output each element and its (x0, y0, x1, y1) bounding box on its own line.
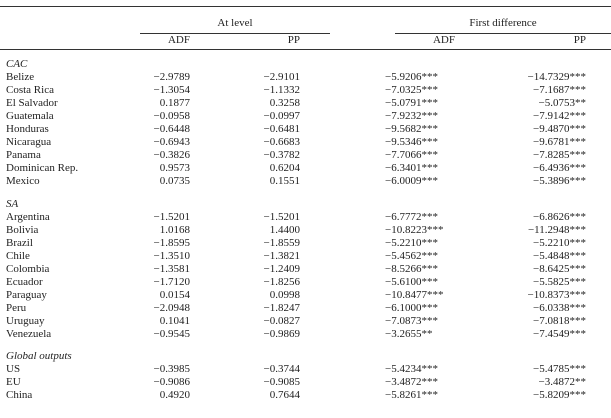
row-country: Dominican Rep. (6, 162, 79, 175)
cell-adf-diff: −6.0009*** (385, 175, 438, 188)
row-country: Ecuador (6, 275, 43, 288)
cell-adf-level: −0.9545 (153, 328, 190, 340)
cell-pp-level: 0.7644 (269, 389, 300, 402)
row-country: Costa Rica (6, 84, 54, 97)
cell-pp-level: −2.9101 (263, 71, 300, 84)
row-country: Mexico (6, 175, 40, 188)
header-pp-diff: PP (573, 34, 586, 46)
cell-pp-diff: −7.4549*** (533, 328, 586, 340)
cell-adf-diff: −10.8223*** (385, 223, 444, 236)
cell-adf-level: −0.3985 (153, 363, 190, 376)
cell-adf-level: −1.3054 (153, 84, 190, 97)
row-country: US (6, 363, 21, 376)
row-country: El Salvador (6, 97, 58, 110)
cell-adf-diff: −5.4562*** (385, 249, 438, 262)
cell-pp-diff: −7.8285*** (533, 149, 586, 162)
header-adf-level: ADF (167, 34, 190, 46)
cell-adf-diff: −7.7066*** (385, 149, 438, 162)
cell-pp-level: −0.0827 (263, 314, 300, 327)
cell-adf-diff: −9.5682*** (385, 123, 438, 136)
cell-pp-diff: −7.9142*** (533, 110, 586, 123)
cell-adf-diff: −6.3401*** (385, 162, 438, 175)
cell-adf-diff: −6.1000*** (385, 301, 438, 314)
cell-adf-level: −0.9086 (153, 376, 190, 389)
cell-pp-diff: −5.4848*** (533, 249, 586, 262)
section-title: SA (6, 197, 19, 210)
cell-pp-level: −0.9869 (263, 328, 300, 340)
header-at-level: At level (217, 17, 253, 29)
cell-pp-diff: −9.6781*** (533, 136, 586, 149)
cell-pp-diff: −5.4785*** (533, 363, 586, 376)
header-first-difference: First difference (469, 17, 537, 29)
cell-pp-level: −0.6481 (263, 123, 300, 136)
cell-pp-diff: −11.2948*** (527, 223, 586, 236)
cell-adf-diff: −5.6100*** (385, 275, 438, 288)
row-country: Panama (6, 149, 41, 162)
row-country: Nicaragua (6, 136, 52, 149)
row-country: Bolivia (6, 223, 39, 236)
cell-adf-diff: −5.4234*** (385, 363, 438, 376)
cell-adf-diff: −5.2210*** (385, 236, 438, 249)
cell-adf-level: 0.9573 (159, 162, 190, 175)
cell-pp-diff: −5.5825*** (533, 275, 586, 288)
cell-pp-level: 0.0998 (269, 288, 300, 301)
cell-pp-level: 0.3258 (269, 97, 300, 110)
cell-pp-level: −1.2409 (263, 262, 300, 275)
cell-pp-level: −0.3744 (263, 363, 300, 376)
header-adf-diff: ADF (432, 34, 455, 46)
cell-pp-diff: −3.4872** (538, 376, 586, 389)
section-title: Global outputs (6, 350, 72, 363)
section-title: CAC (6, 58, 28, 70)
row-country: Paraguay (6, 288, 47, 301)
cell-adf-level: 0.1877 (159, 97, 190, 110)
cell-adf-diff: −7.0873*** (385, 314, 438, 327)
cell-adf-level: −1.5201 (153, 210, 190, 223)
cell-adf-diff: −8.5266*** (385, 262, 438, 275)
cell-adf-level: 0.0735 (159, 175, 190, 188)
row-country: Uruguay (6, 314, 45, 327)
cell-adf-level: 1.0168 (159, 223, 190, 236)
cell-pp-diff: −7.0818*** (533, 314, 586, 327)
cell-pp-diff: −5.2210*** (533, 236, 586, 249)
row-country: Honduras (6, 123, 49, 136)
cell-adf-level: −0.0958 (153, 110, 190, 123)
row-country: Brazil (6, 236, 33, 249)
cell-pp-diff: −8.6425*** (533, 262, 586, 275)
cell-adf-diff: −5.8261*** (385, 389, 438, 402)
top-rule (0, 6, 611, 7)
cell-pp-diff: −14.7329*** (527, 71, 586, 84)
cell-pp-diff: −7.1687*** (533, 84, 586, 97)
row-country: Colombia (6, 262, 50, 275)
row-country: Venezuela (6, 328, 52, 340)
row-country: Argentina (6, 210, 50, 223)
row-country: China (6, 389, 33, 402)
header-pp-level: PP (287, 34, 300, 46)
cell-pp-level: −1.8256 (263, 275, 300, 288)
cell-pp-level: −0.6683 (263, 136, 300, 149)
cell-pp-diff: −5.8209*** (533, 389, 586, 402)
cell-pp-level: −1.3821 (263, 249, 300, 262)
cell-pp-level: −1.8247 (263, 301, 300, 314)
cell-adf-diff: −6.7772*** (385, 210, 438, 223)
cell-adf-level: −0.3826 (153, 149, 190, 162)
cell-adf-level: 0.4920 (159, 389, 190, 402)
cell-pp-level: −0.9085 (263, 376, 300, 389)
cell-pp-level: −1.8559 (263, 236, 300, 249)
cell-pp-diff: −6.8626*** (533, 210, 586, 223)
cell-adf-diff: −3.2655** (385, 328, 433, 340)
cell-adf-level: −1.7120 (153, 275, 190, 288)
cell-pp-diff: −10.8373*** (527, 288, 586, 301)
cell-adf-diff: −7.9232*** (385, 110, 438, 123)
row-country: EU (6, 376, 21, 389)
cell-adf-level: −1.3510 (153, 249, 190, 262)
cell-adf-level: 0.1041 (159, 314, 190, 327)
cell-adf-level: −0.6448 (153, 123, 190, 136)
cell-adf-level: −1.8595 (153, 236, 190, 249)
cell-adf-level: −1.3581 (153, 262, 190, 275)
cell-pp-level: 0.1551 (269, 175, 300, 188)
cell-adf-level: 0.0154 (159, 288, 190, 301)
header-rule (0, 49, 611, 50)
cell-pp-level: −1.5201 (263, 210, 300, 223)
cell-adf-diff: −5.9206*** (385, 71, 438, 84)
cell-pp-diff: −9.4870*** (533, 123, 586, 136)
cell-adf-diff: −5.0791*** (385, 97, 438, 110)
cell-pp-level: 1.4400 (269, 223, 300, 236)
cell-pp-diff: −5.0753** (538, 97, 586, 110)
cell-adf-level: −2.9789 (153, 71, 190, 84)
row-country: Peru (6, 301, 27, 314)
cell-adf-diff: −10.8477*** (385, 288, 444, 301)
cell-pp-diff: −5.3896*** (533, 175, 586, 188)
cell-pp-diff: −6.4936*** (533, 162, 586, 175)
cell-adf-diff: −7.0325*** (385, 84, 438, 97)
cell-pp-level: −1.1332 (263, 84, 300, 97)
cell-pp-level: 0.6204 (269, 162, 300, 175)
row-country: Guatemala (6, 110, 54, 123)
cell-pp-diff: −6.0338*** (533, 301, 586, 314)
cell-adf-diff: −3.4872*** (385, 376, 438, 389)
row-country: Belize (6, 71, 35, 84)
cell-adf-level: −0.6943 (153, 136, 190, 149)
row-country: Chile (6, 249, 30, 262)
cell-pp-level: −0.3782 (263, 149, 300, 162)
cell-adf-level: −2.0948 (153, 301, 190, 314)
cell-adf-diff: −9.5346*** (385, 136, 438, 149)
cell-pp-level: −0.0997 (263, 110, 300, 123)
